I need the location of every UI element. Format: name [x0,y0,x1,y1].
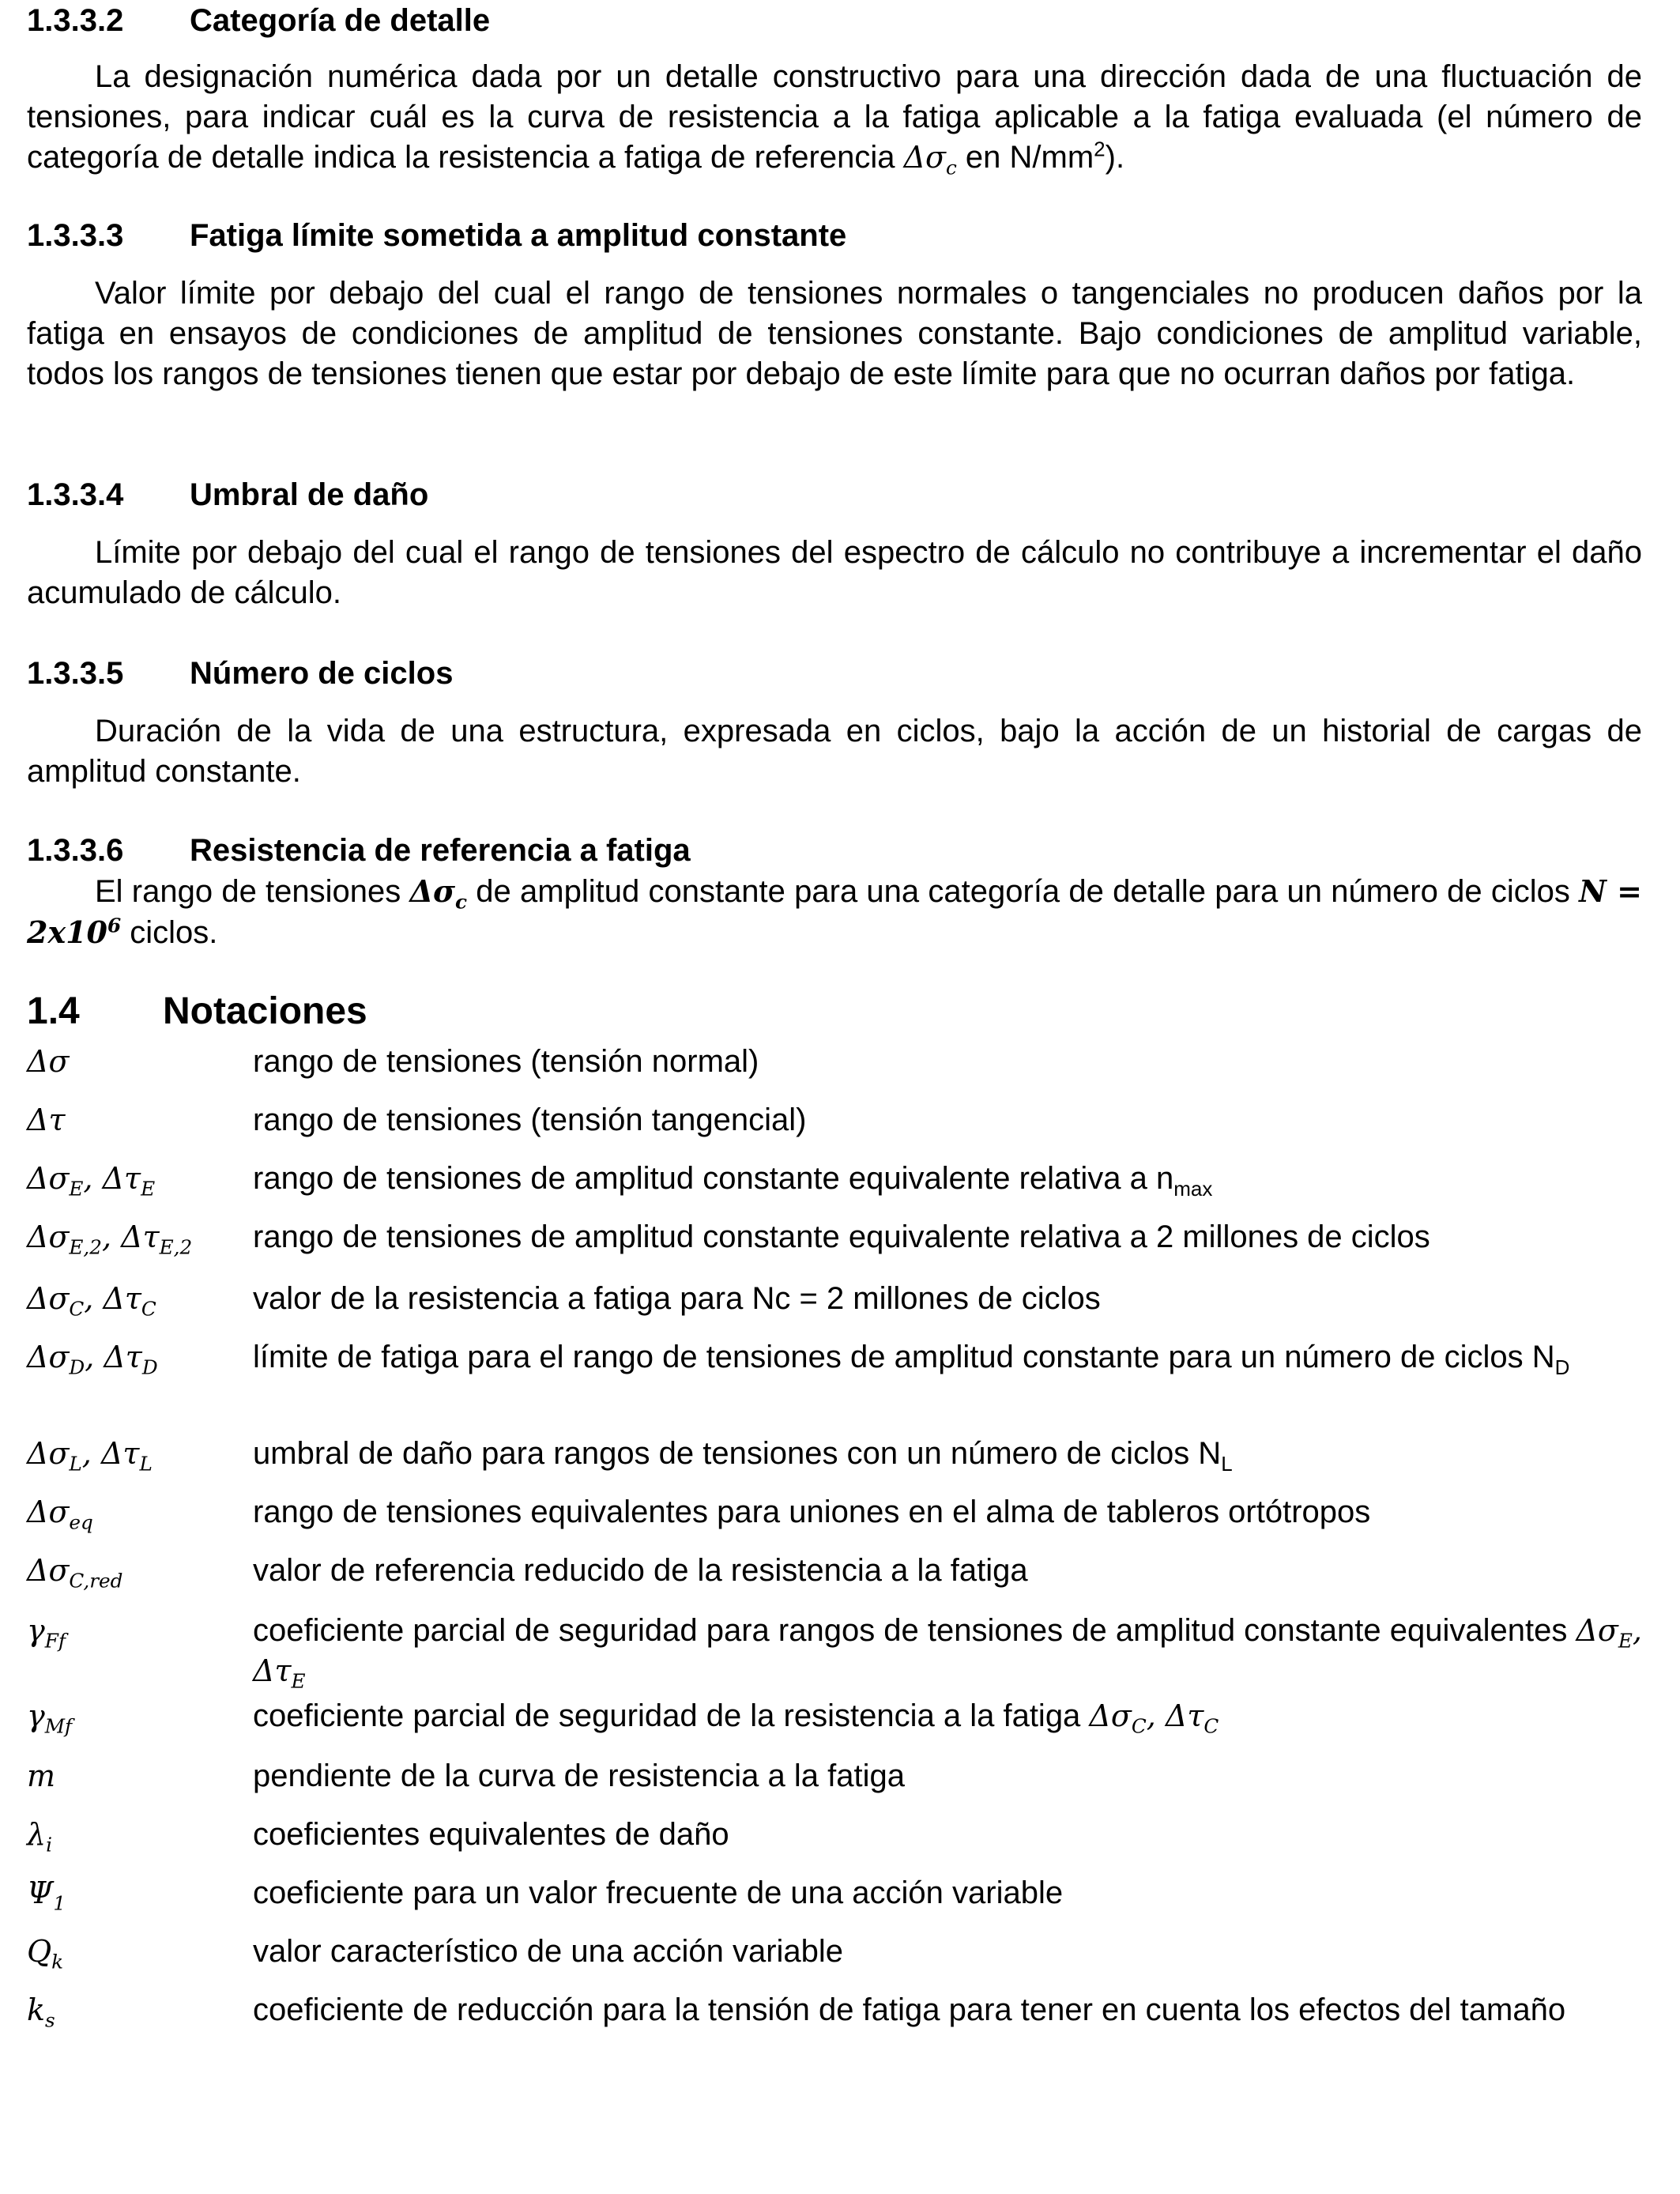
section-body: Duración de la vida de una estructura, expresada en ciclos, bajo la acción de un historial de cargas de amplitud constante. [27,714,1642,789]
notation-description: rango de tensiones equivalentes para uniones en el alma de tableros ortótropos [253,1495,1371,1529]
notation-description: rango de tensiones de amplitud constante equivalente relativa a $n_{max}$ [253,1161,1213,1201]
notation-row [27,1756,1642,1815]
notation-row [27,1492,1642,1551]
notation-symbol: m [27,1759,56,1793]
notation-symbol: $\Delta\sigma_C$, $\Delta\tau_C$ [27,1281,156,1321]
math-symbol: $\Delta\sigma_c$ [903,140,957,179]
notation-description: coeficiente parcial de seguridad para rangos de tensiones de amplitud constante equivalentes $\Delta\sigma_E$, $\Delta\tau_E$ [253,1613,1642,1693]
notation-symbol: $\gamma_{Ff}$ [27,1613,66,1653]
notation-description: valor característico de una acción variable [253,1934,844,1969]
notation-symbol: Δτ [27,1103,66,1137]
section-number: 1.3.3.2 [27,3,124,38]
notation-symbol: $Q_k$ [27,1934,64,1973]
section-heading [27,215,1642,256]
section-number: 1.3.3.6 [27,833,124,868]
notation-symbol: $\Delta\sigma_{C,red}$ [27,1553,123,1593]
notation-symbol: $\Psi_1$ [27,1875,66,1915]
section-1-3-3-5 [27,653,1642,792]
section-1-3-3-2 [27,0,1642,178]
notation-symbol: $\Delta\sigma_{E,2}$, $\Delta\tau_{E,2}$ [27,1220,193,1259]
notation-description: valor de referencia reducido de la resistencia a la fatiga [253,1553,1028,1588]
notation-symbol: $\Delta\sigma_E$, $\Delta\tau_E$ [27,1161,156,1201]
section-title: Resistencia de referencia a fatiga [190,833,691,868]
notation-row [27,1551,1642,1611]
section-heading [27,0,1642,41]
math-symbol: $\Delta\sigma_C$, $\Delta\tau_C$ [1089,1698,1219,1738]
section-1-3-3-6 [27,830,1642,953]
notation-row [27,1337,1642,1434]
notation-symbol: Δσ [27,1044,70,1079]
notation-symbol: $\gamma_{Mf}$ [27,1698,73,1738]
notation-description: rango de tensiones (tensión normal) [253,1044,759,1079]
section-heading [27,474,1642,515]
notation-symbol: $\Delta\sigma_L$, $\Delta\tau_L$ [27,1436,153,1476]
section-body: La designación numérica dada por un detalle constructivo para una dirección dada de una fluctuación de tensiones, para indicar cuál es la curva de resistencia a la fatiga aplicable a la fatiga evaluada (el número de categoría de detalle indica la resistencia a fatiga de referencia $\Delta\sigma_c$ en $N/mm^2$). [27,59,1642,179]
notation-row [27,1990,1642,2053]
notation-description: coeficiente de reducción para la tensión de fatiga para tener en cuenta los efectos del tamaño [253,1992,1566,2027]
notation-row [27,1159,1642,1217]
math-symbol: $\Delta\sigma_c$ [409,873,468,914]
notation-list [27,1042,1642,2053]
notation-row [27,1279,1642,1337]
math-symbol: $\Delta\sigma_E$, $\Delta\tau_E$ [253,1613,1642,1693]
notation-symbol: $\lambda_i$ [27,1817,52,1857]
section-number: 1.4 [27,990,80,1032]
notation-row [27,1434,1642,1492]
section-1-4-notaciones [27,988,1642,2053]
section-number: 1.3.3.5 [27,656,124,691]
notation-row [27,1611,1642,1696]
notation-description: coeficiente parcial de seguridad de la resistencia a la fatiga $\Delta\sigma_C$, $\Delta\tau_C$ [253,1698,1219,1738]
section-1-3-3-4 [27,474,1642,613]
section-number: 1.3.3.3 [27,218,124,253]
notation-description: coeficientes equivalentes de daño [253,1817,729,1852]
section-heading [27,653,1642,694]
notation-description: límite de fatiga para el rango de tensiones de amplitud constante para un número de ciclos $N_D$ [253,1340,1570,1379]
section-number: 1.3.3.4 [27,477,124,512]
notation-row [27,1042,1642,1100]
notation-row [27,1932,1642,1990]
section-1-3-3-3 [27,215,1642,394]
notation-symbol: $\Delta\sigma_{eq}$ [27,1495,93,1534]
notation-description: rango de tensiones de amplitud constante equivalente relativa a 2 millones de ciclos [253,1220,1430,1254]
notation-description: valor de la resistencia a fatiga para Nc = 2 millones de ciclos [253,1281,1101,1316]
notation-row [27,1100,1642,1159]
notation-description: pendiente de la curva de resistencia a la fatiga [253,1759,905,1793]
section-title: Categoría de detalle [190,3,491,38]
section-heading [27,988,1642,1035]
notation-description: coeficiente para un valor frecuente de una acción variable [253,1875,1064,1910]
section-title: Número de ciclos [190,656,454,691]
math-equation: $N = 2x10^6$ [27,873,1642,950]
notation-row [27,1696,1642,1756]
notation-description: rango de tensiones (tensión tangencial) [253,1103,807,1137]
notation-description: umbral de daño para rangos de tensiones con un número de ciclos $N_L$ [253,1436,1233,1476]
section-body: El rango de tensiones $\Delta\sigma_c$ de amplitud constante para una categoría de detalle para un número de ciclos $N = 2x10^6$ ciclos. [27,873,1642,950]
notation-symbol: $k_s$ [27,1992,55,2032]
section-title: Umbral de daño [190,477,429,512]
section-title: Notaciones [163,990,367,1032]
notation-row [27,1815,1642,1873]
section-heading [27,830,1642,871]
section-title: Fatiga límite sometida a amplitud constante [190,218,847,253]
section-body: Límite por debajo del cual el rango de tensiones del espectro de cálculo no contribuye a incrementar el daño acumulado de cálculo. [27,535,1642,610]
notation-row [27,1873,1642,1932]
section-body: Valor límite por debajo del cual el rango de tensiones normales o tangenciales no producen daños por la fatiga en ensayos de condiciones de amplitud de tensiones constante. Bajo condiciones de amplitud variable, todos los rangos de tensiones tienen que estar por debajo de este límite para que no ocurran daños por fatiga. [27,276,1642,391]
notation-symbol: $\Delta\sigma_D$, $\Delta\tau_D$ [27,1340,158,1379]
notation-row [27,1217,1642,1279]
